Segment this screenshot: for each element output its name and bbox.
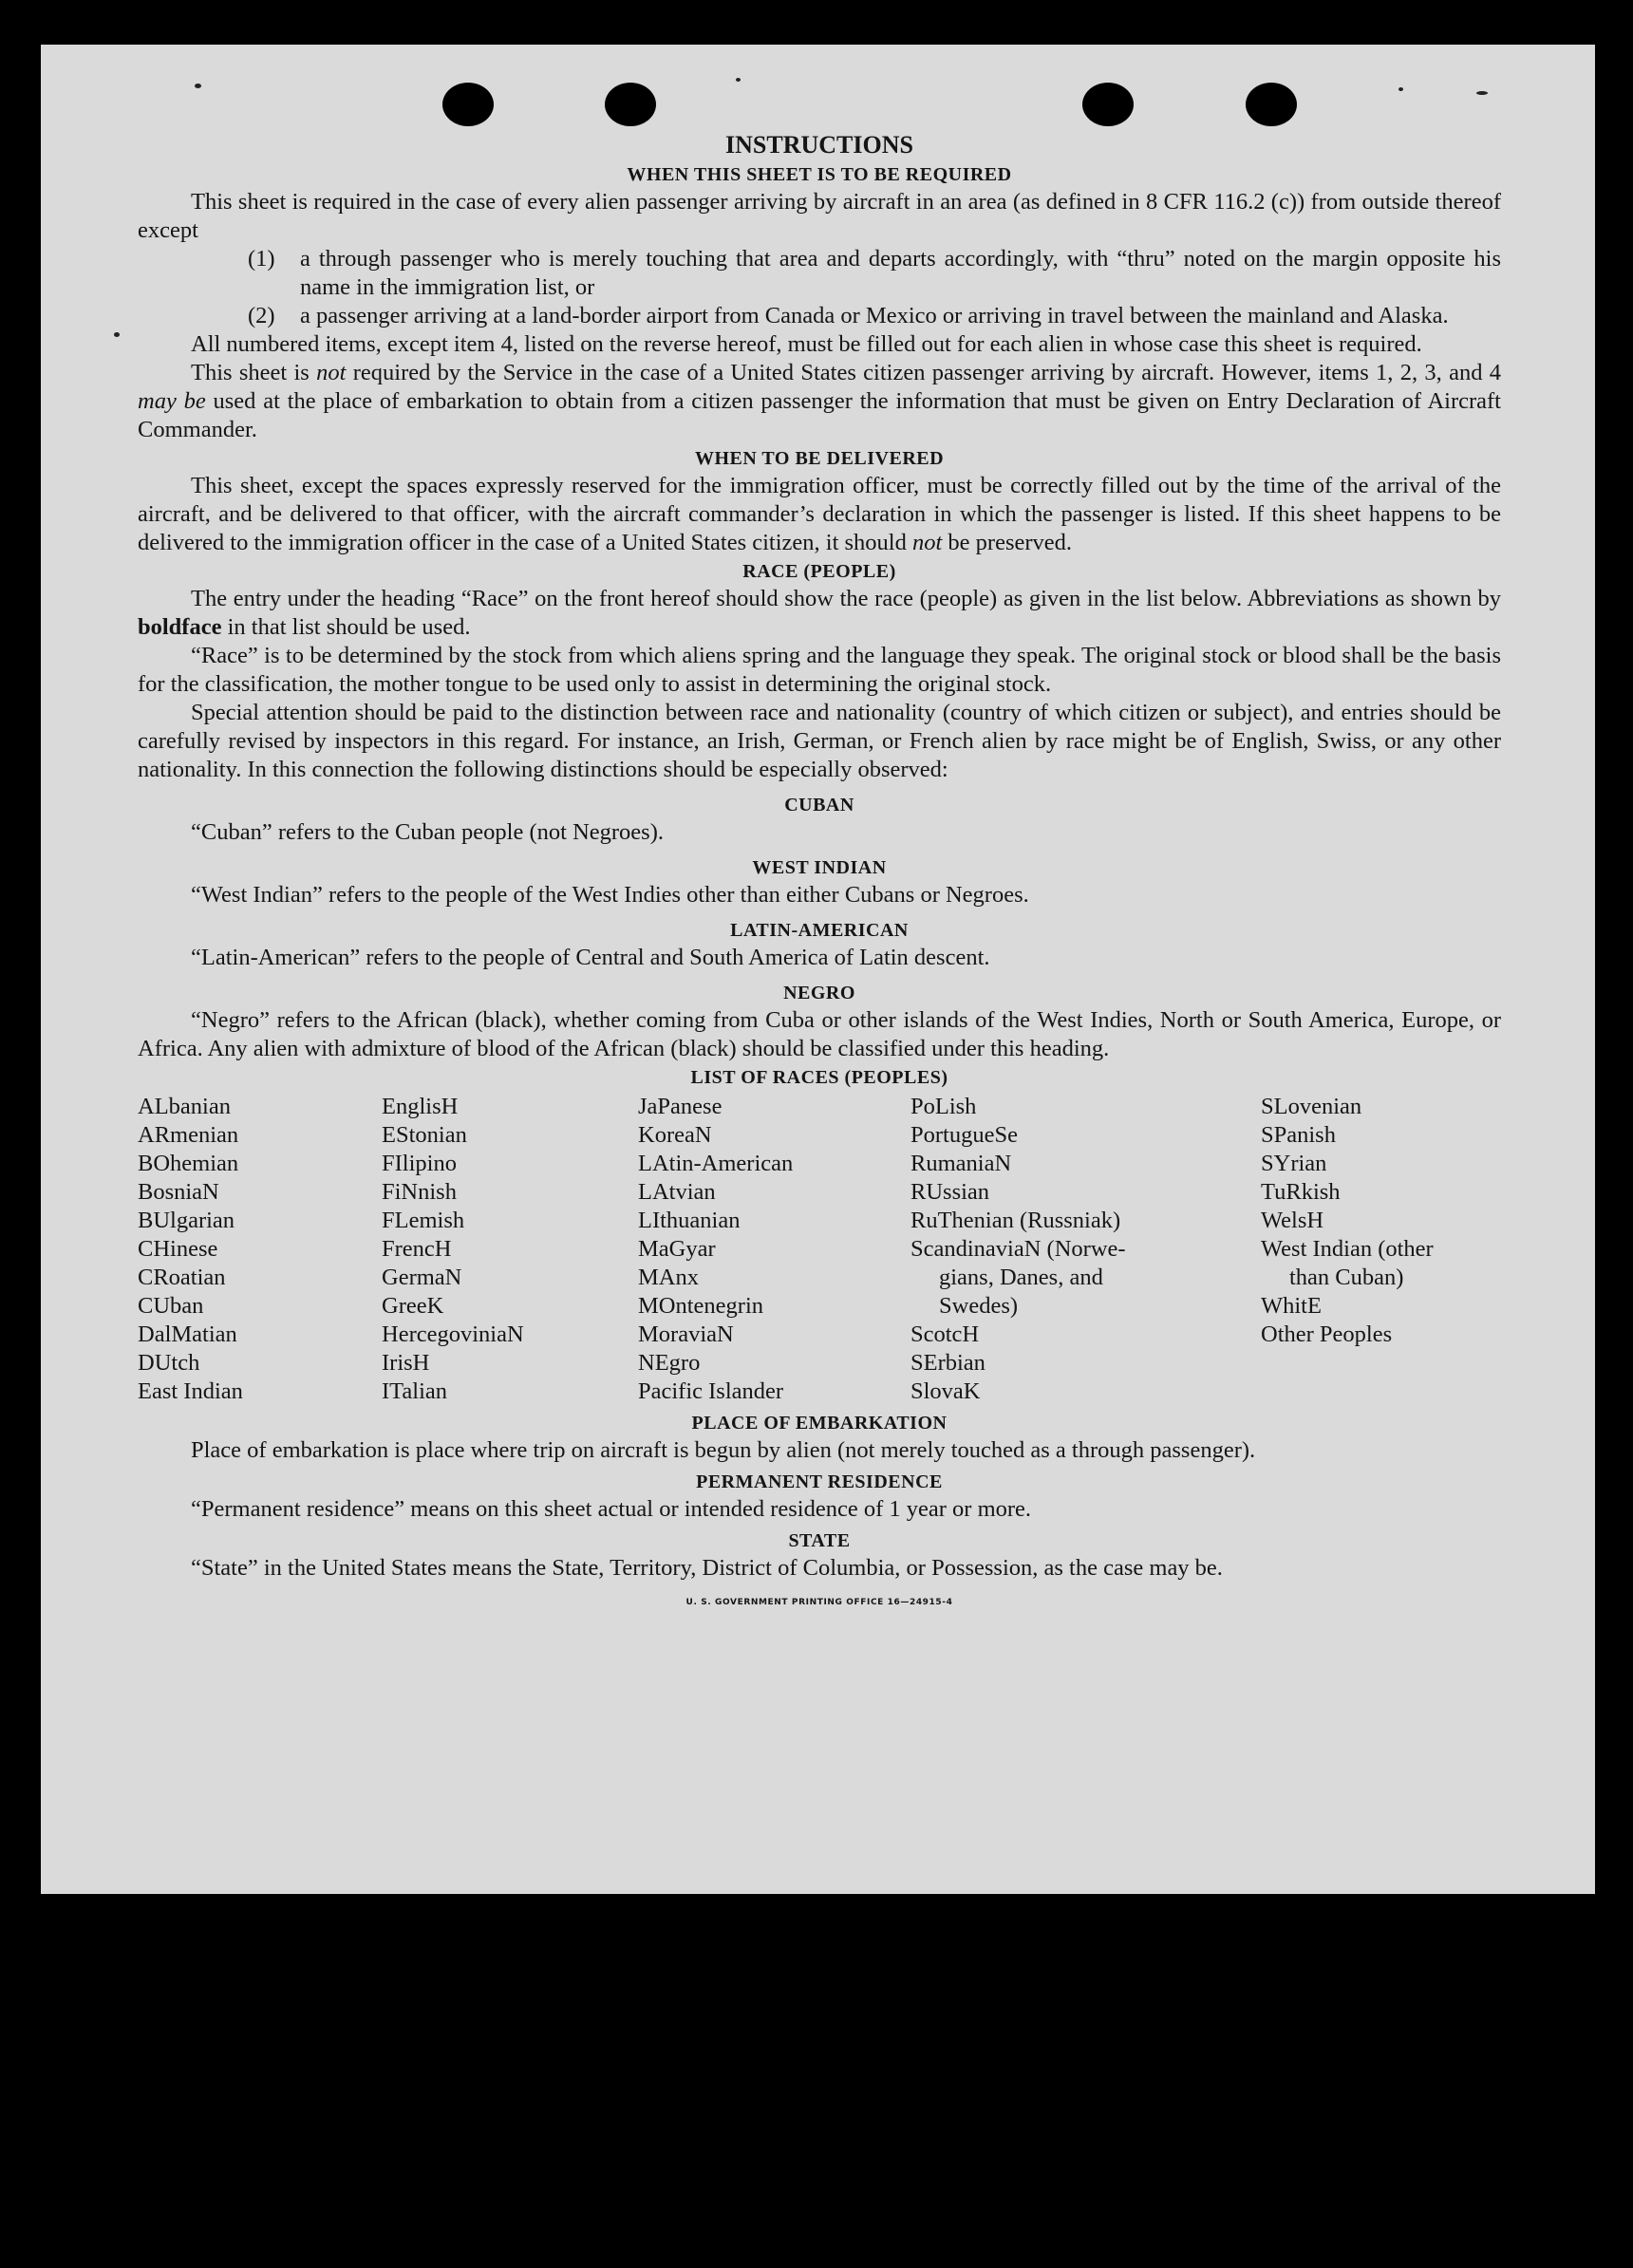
punch-hole xyxy=(1082,83,1134,126)
race-entry: WelsH xyxy=(1261,1208,1324,1233)
section-heading: WEST INDIAN xyxy=(752,857,887,878)
race-entry: MOntenegrin xyxy=(638,1293,763,1319)
punch-hole xyxy=(1246,83,1297,126)
item-text: a through passenger who is merely touching that area and departs accordingly, with “thru” noted on the margin opposite his name in the immigration list, or xyxy=(300,246,1501,300)
race-entry: SYrian xyxy=(1261,1151,1327,1176)
paragraph: “State” in the United States means the State, Territory, District of Columbia, or Possession, as the case may be. xyxy=(191,1555,1223,1581)
italic-text: not xyxy=(911,530,943,555)
race-entry: BUlgarian xyxy=(138,1208,235,1233)
paragraph: “Race” is to be determined by the stock from which aliens spring and the language they speak. The original stock or blood shall be the basis for the classification, the mother tongue to be used only to assist in determining the original stock. xyxy=(138,643,1501,697)
section-heading: PERMANENT RESIDENCE xyxy=(696,1471,943,1492)
race-entry: LAtvian xyxy=(638,1179,716,1205)
race-entry: BOhemian xyxy=(138,1151,239,1176)
race-entry: PoLish xyxy=(910,1094,977,1119)
race-entry: SPanish xyxy=(1261,1122,1336,1148)
speck xyxy=(736,78,741,82)
paragraph: Special attention should be paid to the distinction between race and nationality (country of which citizen or subject), and entries should be carefully revised by inspectors in this regard. For instance, an Irish, German, or French alien by race might be of English, Swiss, or any other nationality. In this connection the following distinctions should be especially observed: xyxy=(138,700,1501,782)
race-entry: CRoatian xyxy=(138,1265,226,1290)
text-run: required by the Service in the case of a United States citizen passenger arriving by aircraft. However, items 1, 2, 3, and 4 xyxy=(346,360,1501,385)
race-entry-continued: Swedes) xyxy=(939,1293,1019,1319)
race-entry: MaGyar xyxy=(638,1236,716,1262)
list-item xyxy=(138,302,1501,330)
race-entry: Other Peoples xyxy=(1261,1321,1393,1347)
text-run: This sheet, except the spaces expressly reserved for the immigration officer, must be correctly filled out by the time of the arrival of the aircraft, and be delivered to that officer, with the aircraft commander’s declaration in which the passenger is listed. If this sheet happens to be delivered to the immigration officer in the case of a United States citizen, it should xyxy=(138,473,1501,555)
race-entry: FiNnish xyxy=(382,1179,457,1205)
race-entry: SErbian xyxy=(910,1350,985,1376)
race-entry: Pacific Islander xyxy=(638,1378,784,1404)
race-entry: ScotcH xyxy=(910,1321,980,1347)
race-entry: HercegoviniaN xyxy=(382,1321,524,1347)
race-column xyxy=(638,1093,910,1406)
race-entry: PortugueSe xyxy=(910,1122,1018,1148)
race-entry: ARmenian xyxy=(138,1122,239,1148)
race-entry: KoreaN xyxy=(638,1122,712,1148)
race-entry: RUssian xyxy=(910,1179,990,1205)
paragraph: “Negro” refers to the African (black), whether coming from Cuba or other islands of the West Indies, North or South America, Europe, or Africa. Any alien with admixture of blood of the African (black) should be classified under this heading. xyxy=(138,1007,1501,1061)
race-column xyxy=(1261,1093,1501,1406)
race-entry: ALbanian xyxy=(138,1094,231,1119)
race-entry: West Indian (other xyxy=(1261,1236,1434,1262)
race-entry: MAnx xyxy=(638,1265,699,1290)
paragraph: “West Indian” refers to the people of the West Indies other than either Cubans or Negroes. xyxy=(191,882,1029,908)
section-heading: PLACE OF EMBARKATION xyxy=(691,1413,948,1434)
race-entry: WhitE xyxy=(1261,1293,1322,1319)
text-run: The entry under the heading “Race” on the front hereof should show the race (people) as given in the list below. Abbreviations as shown by xyxy=(191,586,1501,611)
bold-text: boldface xyxy=(138,614,222,640)
section-heading: LATIN-AMERICAN xyxy=(730,920,909,941)
printer-footer: U. S. GOVERNMENT PRINTING OFFICE 16—24915-4 xyxy=(685,1598,953,1607)
race-entry: DUtch xyxy=(138,1350,200,1376)
paragraph: All numbered items, except item 4, listed on the reverse hereof, must be filled out for each alien in whose case this sheet is required. xyxy=(191,331,1422,357)
race-column xyxy=(138,1093,382,1406)
paragraph: “Permanent residence” means on this sheet actual or intended residence of 1 year or more. xyxy=(191,1496,1032,1522)
race-entry: TuRkish xyxy=(1261,1179,1341,1205)
race-entry: ScandinaviaN (Norwe- xyxy=(910,1236,1126,1262)
text-run: be preserved. xyxy=(942,530,1073,555)
race-entry: FrencH xyxy=(382,1236,452,1262)
paragraph xyxy=(138,472,1501,557)
punch-hole xyxy=(605,83,656,126)
race-entry: JaPanese xyxy=(638,1094,723,1119)
paragraph: This sheet is required in the case of every alien passenger arriving by aircraft in an area (as defined in 8 CFR 116.2 (c)) from outside thereof except xyxy=(138,189,1501,243)
instructions-content xyxy=(138,130,1501,1617)
speck xyxy=(1398,87,1403,91)
text-run: This sheet is xyxy=(191,360,317,385)
race-entry: NEgro xyxy=(638,1350,701,1376)
paragraph xyxy=(138,359,1501,444)
race-entry: SlovaK xyxy=(910,1378,981,1404)
speck xyxy=(114,332,120,337)
race-entry: ITalian xyxy=(382,1378,448,1404)
section-heading: RACE (PEOPLE) xyxy=(742,561,896,582)
item-number: (1) xyxy=(248,246,275,272)
paragraph: “Cuban” refers to the Cuban people (not Negroes). xyxy=(191,819,664,845)
section-heading: WHEN THIS SHEET IS TO BE REQUIRED xyxy=(627,164,1012,185)
punch-hole xyxy=(442,83,494,126)
page-title: INSTRUCTIONS xyxy=(725,131,913,159)
race-entry: East Indian xyxy=(138,1378,243,1404)
race-entry: SLovenian xyxy=(1261,1094,1362,1119)
list-item xyxy=(138,245,1501,302)
race-entry: IrisH xyxy=(382,1350,430,1376)
item-text: a passenger arriving at a land-border airport from Canada or Mexico or arriving in travel between the mainland and Alaska. xyxy=(300,303,1449,328)
paragraph xyxy=(138,585,1501,642)
race-entry: GermaN xyxy=(382,1265,462,1290)
section-heading: NEGRO xyxy=(783,983,855,1003)
item-number: (2) xyxy=(248,303,275,328)
race-entry: DalMatian xyxy=(138,1321,237,1347)
speck xyxy=(1476,91,1488,95)
race-entry: FLemish xyxy=(382,1208,465,1233)
race-column xyxy=(910,1093,1261,1406)
race-entry: EnglisH xyxy=(382,1094,459,1119)
race-entry: EStonian xyxy=(382,1122,467,1148)
italic-text: may be xyxy=(138,388,206,414)
race-entry: RuThenian (Russniak) xyxy=(910,1208,1121,1233)
race-entry: RumaniaN xyxy=(910,1151,1012,1176)
race-entry: CUban xyxy=(138,1293,204,1319)
section-heading: WHEN TO BE DELIVERED xyxy=(694,448,945,469)
race-entry-continued: than Cuban) xyxy=(1289,1265,1404,1290)
paragraph: “Latin-American” refers to the people of Central and South America of Latin descent. xyxy=(191,945,990,970)
race-entry: LAtin-American xyxy=(638,1151,794,1176)
paragraph: Place of embarkation is place where trip on aircraft is begun by alien (not merely touched as a through passenger). xyxy=(191,1437,1256,1463)
race-entry: LIthuanian xyxy=(638,1208,741,1233)
race-list xyxy=(138,1093,1501,1406)
race-column xyxy=(382,1093,638,1406)
speck xyxy=(195,84,201,88)
section-heading: CUBAN xyxy=(784,795,854,815)
race-entry: GreeK xyxy=(382,1293,444,1319)
section-heading: LIST OF RACES (PEOPLES) xyxy=(690,1067,948,1088)
race-entry: CHinese xyxy=(138,1236,218,1262)
race-entry: MoraviaN xyxy=(638,1321,734,1347)
text-run: used at the place of embarkation to obtain from a citizen passenger the information that must be given on Entry Declaration of Aircraft Commander. xyxy=(138,388,1501,442)
race-entry-continued: gians, Danes, and xyxy=(939,1265,1103,1290)
race-entry: FIlipino xyxy=(382,1151,457,1176)
race-entry: BosniaN xyxy=(138,1179,219,1205)
section-heading: STATE xyxy=(788,1530,851,1551)
text-run: in that list should be used. xyxy=(221,614,471,640)
italic-text: not xyxy=(316,360,347,385)
